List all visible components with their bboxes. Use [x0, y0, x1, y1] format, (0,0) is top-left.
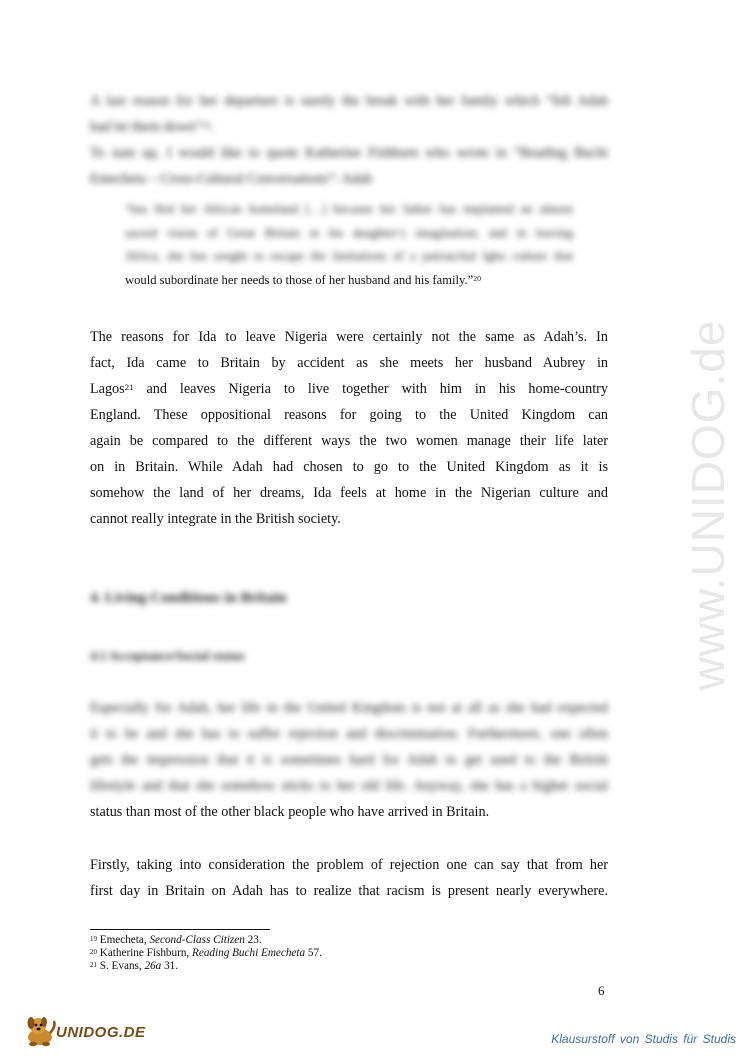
text-line: A last reason for her departure is surely the break with her family which “felt Adah: [90, 93, 608, 109]
text-line: somehow the land of her dreams, Ida feels at home in the Nigerian culture and: [90, 485, 608, 501]
footnote-19: $^{19}$ Emecheta, Second-Class Citizen 23.: [90, 934, 262, 946]
text-line: status than most of the other black people who have arrived in Britain.: [90, 804, 490, 820]
firstly-paragraph: [90, 852, 608, 904]
text-line: The reasons for Ida to leave Nigeria were certainly not the same as Adah’s. In: [90, 329, 608, 345]
text-line: cannot really integrate in the British society.: [90, 511, 341, 527]
text-line: Firstly, taking into consideration the problem of rejection one can say that from her: [90, 857, 608, 873]
quote-line: sacred vision of Great Britain in his daughter’s imagination; and in leaving: [125, 225, 573, 240]
footnote-separator: [90, 929, 270, 930]
section-heading: 4. Living Conditions in Britain: [90, 590, 287, 606]
text-line: had let them down”$^{19}$.: [90, 119, 214, 135]
text-line: Lagos$^{21}$ and leaves Nigeria to live together with him in his home-country: [90, 381, 608, 397]
text-line: Emecheta – Cross-Cultural Conversations”: Adah: [90, 171, 373, 187]
quote-line: “has fled her African homeland […] because her father has implanted an almost: [125, 202, 573, 216]
text-line: To sum up, I would like to quote Katherine Fishburn who wrote in “Reading Buchi: [90, 145, 608, 161]
footnotes: [90, 934, 322, 973]
text-line: fact, Ida came to Britain by accident as she meets her husband Aubrey in: [90, 355, 608, 371]
subsection-heading: 4.1 Acceptance/Social status: [90, 648, 245, 663]
adah-paragraph: [90, 695, 608, 825]
logo-text: UNIDOG.DE: [56, 1024, 146, 1041]
tagline: Klausurstoff von Studis für Studis: [551, 1032, 736, 1046]
text-line: gets the impression that it is sometimes hard for Adah to get used to the British: [90, 752, 608, 768]
text-line: lifestyle and that she somehow sticks to her old life. Anyway, she has a higher social: [90, 778, 608, 794]
watermark: www.UNIDOG.de: [682, 319, 734, 691]
text-line: on in Britain. While Adah had chosen to go to the United Kingdom as it is: [90, 459, 608, 475]
text-line: it to be and she has to suffer rejection and discrimination. Furthermore, one often: [90, 726, 608, 742]
ida-paragraph: [90, 324, 608, 532]
quote-line: Africa, she has sought to escape the limitations of a patriarchal Igbo culture that: [125, 249, 573, 263]
text-line: again be compared to the different ways the two women manage their life later: [90, 433, 608, 449]
block-quote: [125, 198, 573, 292]
page-number: 6: [598, 983, 605, 998]
footnote-21: $^{21}$ S. Evans, 26a 31.: [90, 960, 179, 972]
text-line: first day in Britain on Adah has to realize that racism is present nearly everywhere.: [90, 883, 608, 899]
text-line: England. These oppositional reasons for going to the United Kingdom can: [90, 407, 608, 423]
footnote-20: $^{20}$ Katherine Fishburn, Reading Buchi Emecheta 57.: [90, 947, 322, 959]
text-line: Especially for Adah, her life in the United Kingdom is not at all as she had expected: [90, 700, 608, 716]
quote-line: would subordinate her needs to those of her husband and his family.”$^{20}$: [125, 272, 482, 287]
intro-paragraph: [90, 88, 608, 192]
